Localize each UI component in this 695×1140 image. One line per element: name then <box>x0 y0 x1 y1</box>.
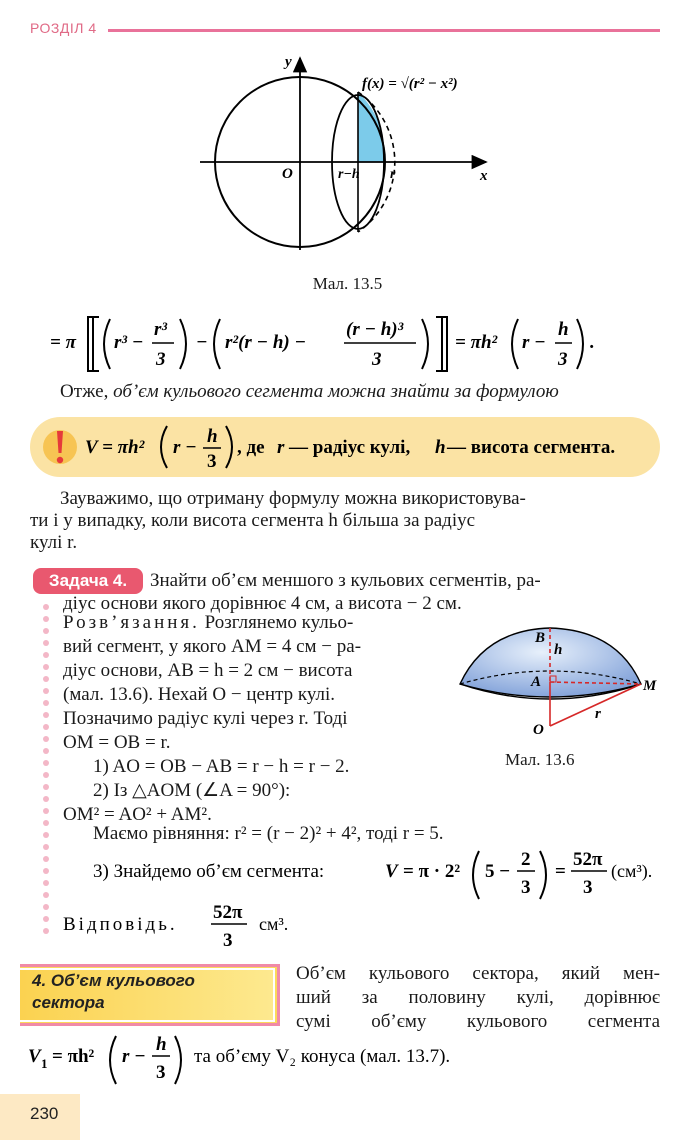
section-4-title <box>32 970 272 1014</box>
svg-text:r −: r − <box>522 332 546 353</box>
solution-heading: Розв’язання. <box>63 612 200 633</box>
svg-text:— радіус кулі,: — радіус кулі, <box>289 437 411 458</box>
svg-text:3: 3 <box>207 451 217 472</box>
svg-text:V: V <box>28 1046 41 1067</box>
section-4-heading-box <box>20 964 280 1026</box>
svg-text:r²(r − h) −: r²(r − h) − <box>225 332 306 353</box>
svg-text:h: h <box>207 426 218 447</box>
svg-text:r: r <box>277 437 285 458</box>
svg-text:−: − <box>196 332 208 353</box>
svg-text:.: . <box>590 332 595 353</box>
chapter-label: РОЗДІЛ 4 <box>30 20 97 36</box>
function-label: f(x) = √(r² − x²) <box>362 76 458 92</box>
note-paragraph <box>30 488 660 554</box>
intro-italic: об’єм кульового сегмента можна знайти за формулою <box>113 381 559 402</box>
svg-text:r³: r³ <box>154 319 168 340</box>
svg-text:52π: 52π <box>213 902 243 923</box>
page-number-tab <box>0 1094 80 1140</box>
x-axis-label: x <box>480 168 488 184</box>
solution-line-2: вий сегмент, у якого AM = 4 см − ра- <box>63 636 362 657</box>
intro-prefix: Отже, <box>60 381 109 402</box>
svg-text:V = πh²: V = πh² <box>85 437 145 458</box>
key-formula-callout <box>30 417 660 477</box>
svg-text:52π: 52π <box>573 849 603 870</box>
intro-sentence <box>60 380 660 404</box>
svg-text:3: 3 <box>521 877 531 898</box>
callout-formula-text: V = πh²(r − h/3), де r — радіус кулі, h — висота сегмента. <box>85 422 110 423</box>
solution-step-3 <box>93 843 673 903</box>
formula-derivation-text: = π[(r³ − r³/3) − (r²(r − h) − (r − h)³/3)] = πh²(r − h/3). <box>50 305 72 306</box>
solution-line-4: (мал. 13.6). Нехай O − центр кулі. <box>63 684 336 705</box>
answer-unit: см³. <box>259 914 289 934</box>
solution-line-6: OM = OB = r. <box>63 732 171 753</box>
svg-text:3: 3 <box>558 349 568 370</box>
svg-text:3: 3 <box>156 349 166 370</box>
svg-text:= πh²: = πh² <box>52 1046 95 1067</box>
svg-text:= π: = π <box>50 332 76 353</box>
label-h: h <box>554 642 563 658</box>
solution-step-1: 1) AO = OB − AB = r − h = r − 2. <box>93 756 350 777</box>
chapter-header <box>30 18 660 42</box>
svg-text:=: = <box>555 861 566 882</box>
sector-formula-tail: та об’єму V₂ конуса (мал. 13.7). <box>194 1046 451 1067</box>
svg-text:1: 1 <box>41 1056 48 1071</box>
margin-dots <box>40 602 52 937</box>
solution-line-5: Позначимо радіус кулі через r. Тоді <box>63 708 348 729</box>
step3-prefix: 3) Знайдемо об’єм сегмента: <box>93 861 325 882</box>
formula-volume-derivation <box>50 305 650 380</box>
solution-step-2a: 2) Із △AOM (∠A = 90°): <box>93 780 291 801</box>
sector-volume-formula <box>28 1028 548 1088</box>
section-4-text-line-3: сумі об’єму кульового сегмента <box>296 1011 660 1032</box>
task-badge: Задача 4. <box>33 568 143 594</box>
solution-line-1 <box>63 611 463 635</box>
origin-label: O <box>282 166 293 182</box>
figure-13-5 <box>190 48 500 263</box>
label-b: B <box>535 630 546 646</box>
header-rule <box>108 29 660 32</box>
svg-text:— висота сегмента.: — висота сегмента. <box>447 437 616 458</box>
svg-text:r −: r − <box>122 1046 146 1067</box>
solution-step-2b: OM² = AO² + AM². <box>63 804 212 825</box>
solution-line-1-rest: Розглянемо кульо- <box>204 612 354 633</box>
section-4-title-line-1: 4. Об’єм кульового <box>32 971 195 990</box>
svg-text:(r − h)³: (r − h)³ <box>346 319 404 340</box>
tick-label-r: r <box>390 167 396 182</box>
label-a: A <box>531 674 542 690</box>
label-m: M <box>643 678 657 694</box>
label-o: O <box>533 722 544 738</box>
svg-text:3: 3 <box>372 349 382 370</box>
svg-text:2: 2 <box>521 849 531 870</box>
solution-line-3: діус основи, AB = h = 2 см − висота <box>63 660 353 681</box>
segment-volume-formula <box>85 422 655 472</box>
note-line-1: Зауважимо, що отриману формулу можна використовува- <box>60 488 526 509</box>
svg-text:V: V <box>385 861 398 882</box>
svg-text:h: h <box>156 1034 167 1055</box>
section-4-text <box>296 962 660 1034</box>
y-axis-label: y <box>285 54 292 70</box>
section-4-text-line-2: ший за половину кулі, дорівнює <box>296 987 660 1008</box>
section-4-title-line-2: сектора <box>32 993 105 1012</box>
section-4-text-line-1: Об’єм кульового сектора, який мен- <box>296 963 660 984</box>
figure-13-6 <box>455 622 665 747</box>
step3-unit: (см³). <box>611 861 653 881</box>
svg-text:3: 3 <box>156 1062 166 1083</box>
svg-text:h: h <box>435 437 446 458</box>
svg-text:r −: r − <box>173 437 197 458</box>
svg-text:5 −: 5 − <box>485 861 511 882</box>
exclamation-icon <box>42 425 78 469</box>
answer <box>63 900 363 955</box>
svg-text:= π · 2²: = π · 2² <box>403 861 461 882</box>
task-text-line-1: Знайти об’єм меншого з кульових сегментів, ра- <box>150 570 541 591</box>
label-r: r <box>595 706 601 722</box>
svg-text:, де: , де <box>237 437 265 458</box>
note-line-3: кулі r. <box>30 532 78 553</box>
tick-label-r-minus-h: r−h <box>338 167 360 182</box>
figure-13-5-caption: Мал. 13.5 <box>312 274 383 293</box>
figure-13-6-caption: Мал. 13.6 <box>505 750 575 769</box>
svg-text:3: 3 <box>223 930 233 951</box>
svg-text:3: 3 <box>583 877 593 898</box>
task-text-line-2: діус основи якого дорівнює 4 см, а висота − 2 см. <box>63 593 462 614</box>
page-number: 230 <box>30 1104 59 1123</box>
svg-text:= πh²: = πh² <box>455 332 498 353</box>
note-line-2: ти і у випадку, коли висота сегмента h більша за радіус <box>30 510 476 531</box>
svg-text:h: h <box>558 319 569 340</box>
answer-label: Відповідь. <box>63 914 178 935</box>
svg-text:r³ −: r³ − <box>114 332 144 353</box>
solution-equation: Маємо рівняння: r² = (r − 2)² + 4², тоді r = 5. <box>93 823 444 844</box>
